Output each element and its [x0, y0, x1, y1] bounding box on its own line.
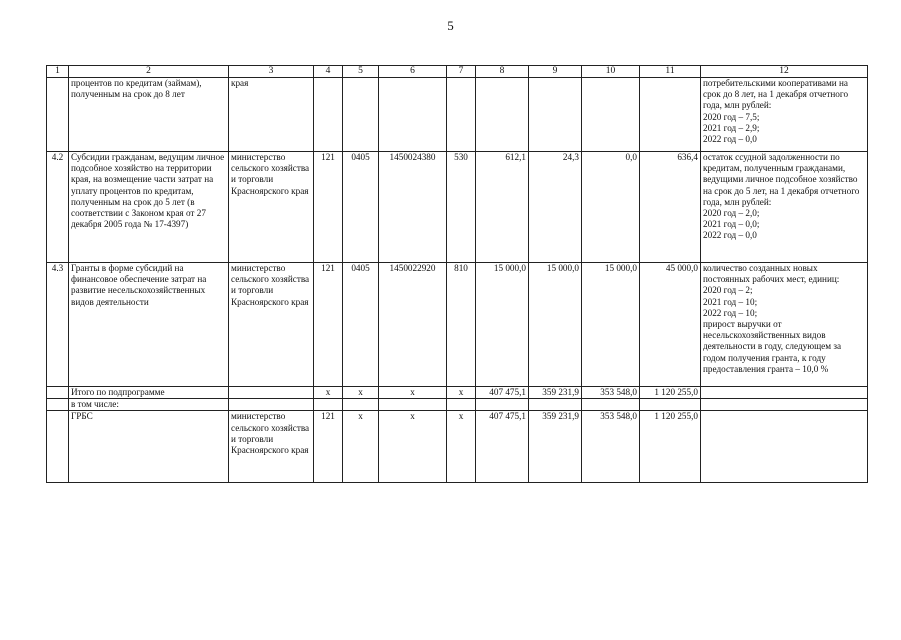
cell-result: количество созданных новых постоянных рабочих мест, единиц: 2020 год – 2; 2021 год – 10; 2022 год – 10; прирост выручки от несельскохозяйственных видов деятельности в году, следующем за годом получения гранта, к году предоставления гранта – 10,0 %	[701, 263, 868, 387]
cell-vr: x	[447, 387, 476, 399]
cell-vr: 810	[447, 263, 476, 387]
cell-result: потребительскими кооперативами на срок до 8 лет, на 1 декабря отчетного года, млн рублей: 2020 год – 7,5; 2021 год – 2,9; 2022 год – 0,0	[701, 78, 868, 152]
cell-total: 1 120 255,0	[640, 411, 701, 483]
header-cell: 5	[343, 66, 379, 78]
cell-number	[47, 78, 69, 152]
header-cell: 2	[69, 66, 229, 78]
cell-csr: 1450024380	[379, 152, 447, 263]
cell-2021: 359 231,9	[529, 387, 582, 399]
header-cell: 6	[379, 66, 447, 78]
cell-2022: 0,0	[582, 152, 640, 263]
header-cell: 11	[640, 66, 701, 78]
table-row-grbs	[47, 411, 868, 483]
cell-number: 4.3	[47, 263, 69, 387]
cell-csr: 1450022920	[379, 263, 447, 387]
cell-2021: 359 231,9	[529, 411, 582, 483]
cell-name: процентов по кредитам (займам), полученным на срок до 8 лет	[69, 78, 229, 152]
table-row-continuation	[47, 78, 868, 152]
table-row-4-2	[47, 152, 868, 263]
header-cell: 7	[447, 66, 476, 78]
cell-grbs: министерство сельского хозяйства и торговли Красноярского края	[229, 411, 314, 483]
cell-grbs: края	[229, 78, 314, 152]
cell-grbs-code: x	[314, 387, 343, 399]
cell-rzpr: 0405	[343, 263, 379, 387]
cell-number: 4.2	[47, 152, 69, 263]
cell-name: в том числе:	[69, 399, 229, 411]
cell-vr: x	[447, 411, 476, 483]
cell-2020: 407 475,1	[476, 411, 529, 483]
cell-2022: 15 000,0	[582, 263, 640, 387]
cell-rzpr: 0405	[343, 152, 379, 263]
cell-2020: 407 475,1	[476, 387, 529, 399]
subprogram-table	[46, 65, 868, 483]
header-cell: 3	[229, 66, 314, 78]
cell-total: 45 000,0	[640, 263, 701, 387]
cell-2022: 353 548,0	[582, 411, 640, 483]
cell-grbs: министерство сельского хозяйства и торговли Красноярского края	[229, 152, 314, 263]
cell-name: Итого по подпрограмме	[69, 387, 229, 399]
cell-csr: x	[379, 411, 447, 483]
cell-grbs-code: 121	[314, 152, 343, 263]
table-row-including	[47, 399, 868, 411]
header-cell: 8	[476, 66, 529, 78]
cell-rzpr: x	[343, 411, 379, 483]
cell-result: остаток ссудной задолженности по кредитам, полученным гражданами, ведущими личное подсобное хозяйство на срок до 5 лет, на 1 декабря отчетного года, млн рублей: 2020 год – 2,0; 2021 год – 0,0; 2022 год – 0,0	[701, 152, 868, 263]
table-row-total	[47, 387, 868, 399]
cell-total: 636,4	[640, 152, 701, 263]
header-cell: 1	[47, 66, 69, 78]
cell-2020: 612,1	[476, 152, 529, 263]
cell-name: Субсидии гражданам, ведущим личное подсобное хозяйство на территории края, на возмещение части затрат на уплату процентов по кредитам, полученным на срок до 5 лет (в соответствии с Законом края от 27 декабря 2005 года № 17-4397)	[69, 152, 229, 263]
header-cell: 12	[701, 66, 868, 78]
cell-grbs-code: 121	[314, 263, 343, 387]
page-number: 5	[447, 18, 454, 33]
cell-csr: x	[379, 387, 447, 399]
cell-total: 1 120 255,0	[640, 387, 701, 399]
cell-2020: 15 000,0	[476, 263, 529, 387]
cell-vr: 530	[447, 152, 476, 263]
cell-2021: 15 000,0	[529, 263, 582, 387]
cell-2021: 24,3	[529, 152, 582, 263]
cell-grbs: министерство сельского хозяйства и торговли Красноярского края	[229, 263, 314, 387]
cell-name: ГРБС	[69, 411, 229, 483]
cell-2022: 353 548,0	[582, 387, 640, 399]
header-cell: 4	[314, 66, 343, 78]
header-cell: 10	[582, 66, 640, 78]
table-row-4-3	[47, 263, 868, 387]
cell-name: Гранты в форме субсидий на финансовое обеспечение затрат на развитие несельскохозяйственных видов деятельности	[69, 263, 229, 387]
header-row	[47, 66, 868, 78]
cell-rzpr: x	[343, 387, 379, 399]
header-cell: 9	[529, 66, 582, 78]
cell-grbs-code: 121	[314, 411, 343, 483]
